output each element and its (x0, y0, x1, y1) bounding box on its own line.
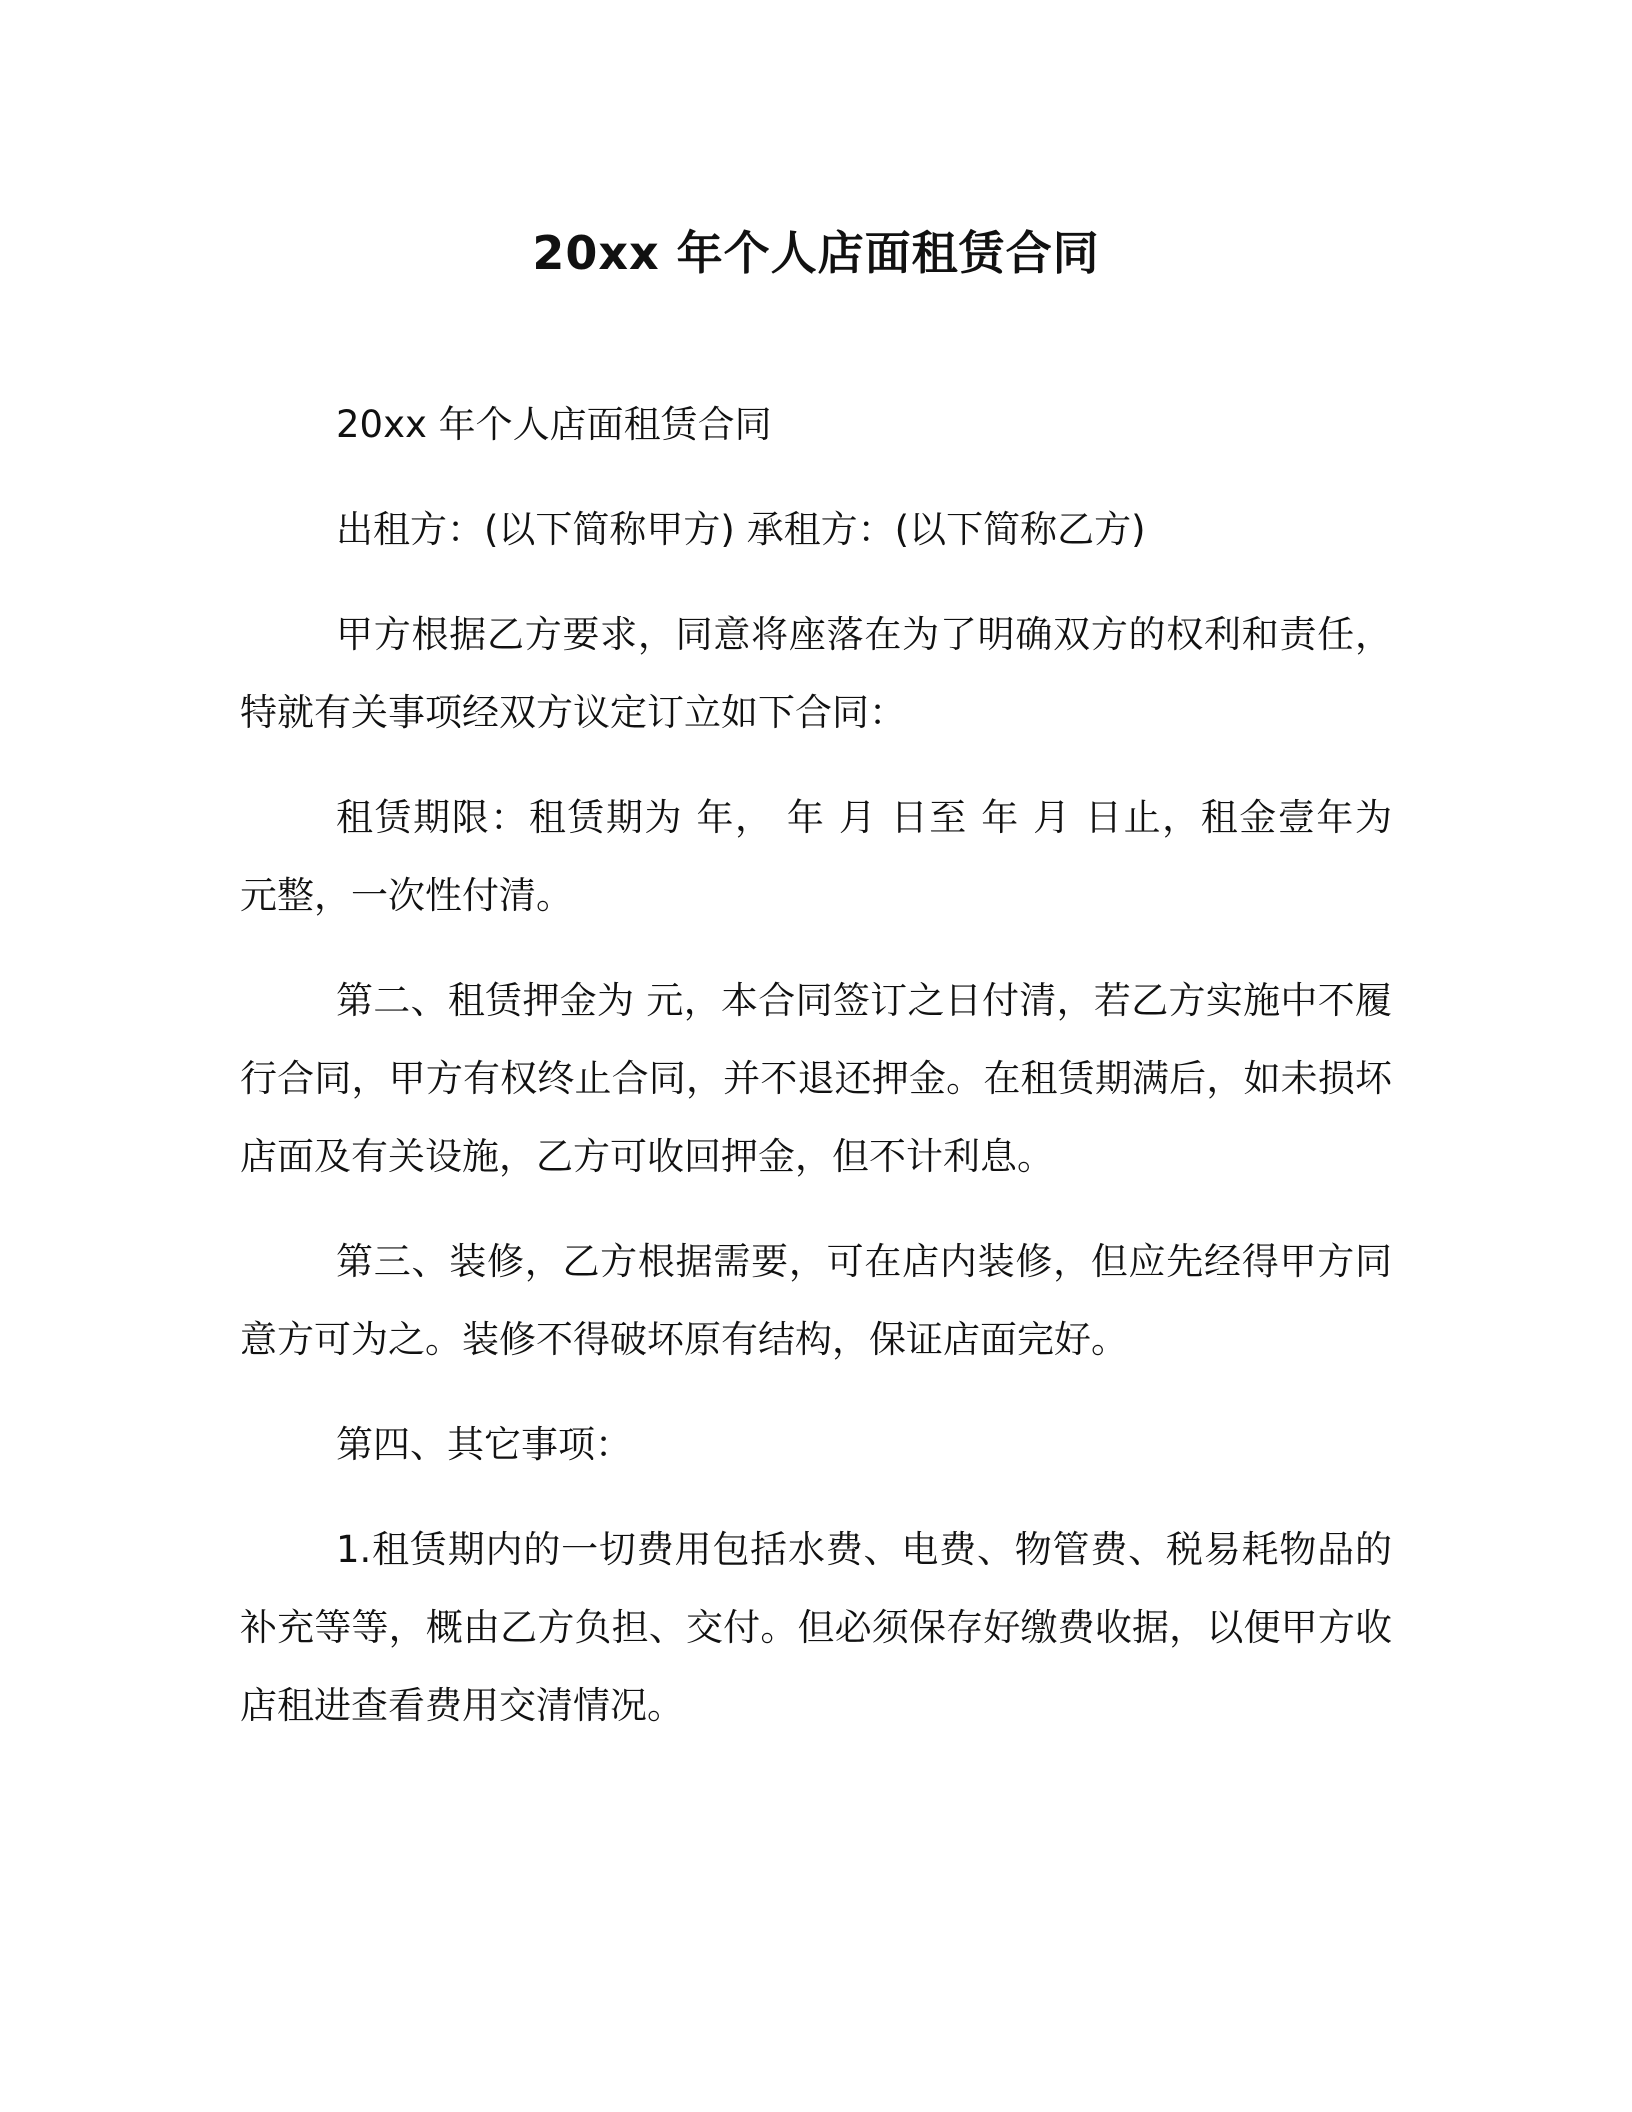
paragraph-deposit: 第二、租赁押金为 元，本合同签订之日付清，若乙方实施中不履行合同，甲方有权终止合同，并不退还押金。在租赁期满后，如未损坏店面及有关设施，乙方可收回押金，但不计利息。 (240, 979, 1392, 1178)
paragraph-subtitle: 20xx 年个人店面租赁合同 (336, 403, 772, 446)
document-title: 20xx 年个人店面租赁合同 (532, 226, 1100, 280)
document-body (240, 386, 1392, 1745)
paragraph-lease-term: 租赁期限：租赁期为 年， 年 月 日至 年 月 日止，租金壹年为 元整，一次性付清。 (240, 796, 1392, 917)
paragraph-renovation: 第三、装修，乙方根据需要，可在店内装修，但应先经得甲方同意方可为之。装修不得破坏原有结构，保证店面完好。 (240, 1240, 1392, 1361)
paragraph-other-matters: 第四、其它事项： (336, 1423, 632, 1466)
paragraph-fees: 1.租赁期内的一切费用包括水费、电费、物管费、税易耗物品的补充等等，概由乙方负担、交付。但必须保存好缴费收据，以便甲方收店租进查看费用交清情况。 (240, 1528, 1392, 1727)
paragraph-preamble: 甲方根据乙方要求，同意将座落在为了明确双方的权利和责任，特就有关事项经双方议定订立如下合同： (240, 613, 1392, 734)
paragraph-parties: 出租方：(以下简称甲方) 承租方：(以下简称乙方) (336, 508, 1146, 551)
